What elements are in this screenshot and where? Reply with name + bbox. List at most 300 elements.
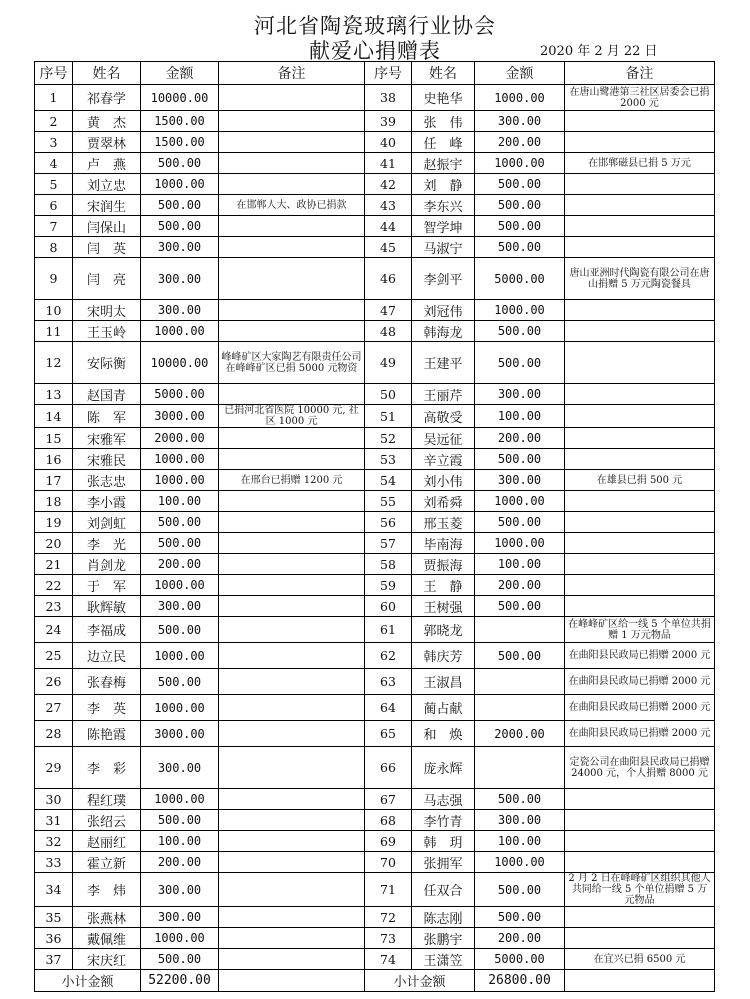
donation-amount: 500.00 [141,949,219,970]
row-number: 34 [35,873,73,907]
donor-name: 王建平 [412,342,475,384]
donation-amount: 500.00 [141,216,219,237]
donation-amount: 300.00 [141,596,219,617]
row-number: 17 [35,470,73,491]
donor-name: 高敬受 [412,405,475,428]
donation-note [565,789,715,810]
donation-amount: 1500.00 [141,111,219,132]
donor-name: 王淑昌 [412,669,475,695]
donor-name: 赵丽红 [73,831,141,852]
table-row [35,949,715,970]
row-number: 5 [35,174,73,195]
donation-note: 在峰峰矿区给一线 5 个单位共捐赠 1 万元物品 [565,617,715,643]
row-number: 33 [35,852,73,873]
donation-note [219,554,365,575]
donation-amount: 5000.00 [475,258,565,300]
row-number: 40 [365,132,412,153]
table-row [35,405,715,428]
row-number: 12 [35,342,73,384]
donation-note [219,85,365,111]
donation-amount: 2000.00 [475,721,565,747]
row-number: 20 [35,533,73,554]
row-number: 27 [35,695,73,721]
donation-note [565,405,715,428]
donor-name: 刘小伟 [412,470,475,491]
donor-name: 肖剑龙 [73,554,141,575]
donation-note [219,258,365,300]
donation-note [565,512,715,533]
row-number: 6 [35,195,73,216]
row-number: 72 [365,907,412,928]
donor-name: 宋明太 [73,300,141,321]
donation-amount: 1000.00 [141,575,219,596]
donor-name: 张燕林 [73,907,141,928]
donation-note [565,575,715,596]
donor-name: 王 静 [412,575,475,596]
donor-name: 陈志刚 [412,907,475,928]
donor-name: 任双合 [412,873,475,907]
donor-name: 陈艳霞 [73,721,141,747]
row-number: 68 [365,810,412,831]
donor-name: 张春梅 [73,669,141,695]
table-row [35,831,715,852]
donation-amount: 500.00 [475,596,565,617]
donation-note [219,384,365,405]
donation-note [565,132,715,153]
donor-name: 刘希舜 [412,491,475,512]
column-header: 金额 [475,62,565,85]
donation-note [565,533,715,554]
donor-name: 刘冠伟 [412,300,475,321]
donation-amount: 300.00 [141,300,219,321]
row-number: 43 [365,195,412,216]
donor-name: 韩海龙 [412,321,475,342]
donation-note [219,852,365,873]
donation-amount: 100.00 [475,405,565,428]
table-row [35,491,715,512]
row-number: 28 [35,721,73,747]
donation-amount: 5000.00 [141,384,219,405]
donation-amount: 500.00 [475,789,565,810]
table-row [35,258,715,300]
donor-name: 程红璞 [73,789,141,810]
row-number: 1 [35,85,73,111]
donation-amount: 500.00 [475,449,565,470]
donation-amount: 200.00 [475,575,565,596]
donation-note: 在曲阳县民政局已捐赠 2000 元 [565,669,715,695]
donation-amount: 100.00 [475,831,565,852]
donation-amount: 200.00 [475,428,565,449]
table-row [35,575,715,596]
row-number: 30 [35,789,73,810]
row-number: 70 [365,852,412,873]
donation-note [565,449,715,470]
donor-name: 张拥军 [412,852,475,873]
donor-name: 智学坤 [412,216,475,237]
donor-name: 刘 静 [412,174,475,195]
row-number: 42 [365,174,412,195]
row-number: 65 [365,721,412,747]
row-number: 47 [365,300,412,321]
donation-amount: 300.00 [475,111,565,132]
row-number: 4 [35,153,73,174]
donor-name: 史艳华 [412,85,475,111]
donation-amount: 300.00 [141,258,219,300]
subtotal-amount: 52200.00 [141,970,219,992]
donation-note [219,449,365,470]
column-header: 姓名 [412,62,475,85]
donor-name: 耿辉敏 [73,596,141,617]
donor-name: 闫保山 [73,216,141,237]
donation-note: 唐山亚洲时代陶瓷有限公司在唐山捐赠 5 万元陶瓷餐具 [565,258,715,300]
donation-amount: 5000.00 [475,949,565,970]
donation-amount: 1000.00 [475,85,565,111]
donor-name: 贾振海 [412,554,475,575]
table-row [35,85,715,111]
donor-name: 韩庆芳 [412,643,475,669]
donor-name: 边立民 [73,643,141,669]
donation-note: 已捐河北省医院 10000 元, 社区 1000 元 [219,405,365,428]
donation-table [34,61,715,992]
donor-name: 马志强 [412,789,475,810]
table-row [35,596,715,617]
donor-name: 张绍云 [73,810,141,831]
row-number: 8 [35,237,73,258]
donor-name: 黄 杰 [73,111,141,132]
row-number: 50 [365,384,412,405]
row-number: 26 [35,669,73,695]
column-header: 序号 [35,62,73,85]
row-number: 37 [35,949,73,970]
column-header: 备注 [565,62,715,85]
donation-amount: 2000.00 [141,428,219,449]
donation-amount: 500.00 [141,533,219,554]
donation-note [219,132,365,153]
document-date: 2020 年 2 月 22 日 [540,44,658,59]
donation-note: 在邯郸人大、政协已捐款 [219,195,365,216]
donor-name: 祁春学 [73,85,141,111]
row-number: 23 [35,596,73,617]
row-number: 59 [365,575,412,596]
donor-name: 赵国青 [73,384,141,405]
donation-note [219,174,365,195]
donation-amount: 300.00 [141,907,219,928]
subtotal-row [35,970,715,992]
donation-note [219,928,365,949]
table-row [35,384,715,405]
donation-note [565,596,715,617]
row-number: 56 [365,512,412,533]
donation-note [565,321,715,342]
donation-note [219,111,365,132]
subtotal-note [219,970,365,992]
donation-amount: 100.00 [141,831,219,852]
donation-note [565,554,715,575]
donation-amount: 500.00 [141,669,219,695]
donation-amount: 300.00 [141,237,219,258]
donor-name: 贾翠林 [73,132,141,153]
donation-amount: 1000.00 [141,928,219,949]
donor-name: 宋雅民 [73,449,141,470]
donation-amount: 100.00 [475,554,565,575]
donor-name: 吴远征 [412,428,475,449]
donation-note: 定瓷公司在曲阳县民政局已捐赠 24000 元，个人捐赠 8000 元 [565,747,715,789]
donation-note: 在雄县已捐 500 元 [565,470,715,491]
table-row [35,747,715,789]
donation-amount: 3000.00 [141,405,219,428]
row-number: 24 [35,617,73,643]
donation-amount [475,669,565,695]
donation-note [565,428,715,449]
donation-amount: 1000.00 [141,174,219,195]
row-number: 45 [365,237,412,258]
donor-name: 宋庆红 [73,949,141,970]
row-number: 19 [35,512,73,533]
row-number: 21 [35,554,73,575]
row-number: 49 [365,342,412,384]
donation-note [565,216,715,237]
donation-note: 2 月 2 日在峰峰矿区组织其他人共同给一线 5 个单位捐赠 5 万元物品 [565,873,715,907]
donation-note [219,533,365,554]
donation-amount: 500.00 [475,195,565,216]
donation-amount: 300.00 [141,747,219,789]
table-row [35,428,715,449]
donation-note: 峰峰矿区大家陶艺有限责任公司在峰峰矿区已捐 5000 元物资 [219,342,365,384]
donor-name: 李竹青 [412,810,475,831]
table-row [35,470,715,491]
row-number: 22 [35,575,73,596]
table-row [35,111,715,132]
donation-note [565,491,715,512]
table-row [35,449,715,470]
donor-name: 陈 军 [73,405,141,428]
donation-note [219,153,365,174]
donation-note [219,617,365,643]
subtotal-note [565,970,715,992]
donor-name: 张鹏宇 [412,928,475,949]
donation-note [219,949,365,970]
donation-amount: 200.00 [475,132,565,153]
row-number: 7 [35,216,73,237]
donation-amount: 500.00 [475,643,565,669]
donation-amount: 500.00 [475,216,565,237]
donor-name: 赵振宇 [412,153,475,174]
row-number: 62 [365,643,412,669]
donor-name: 李福成 [73,617,141,643]
donation-amount: 500.00 [141,195,219,216]
donation-note [219,321,365,342]
row-number: 66 [365,747,412,789]
donor-name: 蔺占献 [412,695,475,721]
donation-note: 在曲阳县民政局已捐赠 2000 元 [565,695,715,721]
row-number: 48 [365,321,412,342]
row-number: 52 [365,428,412,449]
donation-note [219,721,365,747]
donor-name: 王丽芹 [412,384,475,405]
donation-note [565,300,715,321]
donation-note [219,512,365,533]
donation-amount: 3000.00 [141,721,219,747]
donation-amount: 200.00 [141,852,219,873]
donation-amount: 500.00 [141,810,219,831]
donation-amount: 300.00 [475,470,565,491]
donation-amount: 1500.00 [141,132,219,153]
donation-note [219,907,365,928]
row-number: 53 [365,449,412,470]
donation-note [219,831,365,852]
donation-amount: 1000.00 [141,789,219,810]
donation-amount: 500.00 [475,237,565,258]
donation-note [565,174,715,195]
row-number: 74 [365,949,412,970]
row-number: 38 [365,85,412,111]
donation-note [219,237,365,258]
donation-amount: 500.00 [141,512,219,533]
donor-name: 王树强 [412,596,475,617]
donation-note [565,810,715,831]
row-number: 55 [365,491,412,512]
donation-note [565,237,715,258]
row-number: 29 [35,747,73,789]
donation-amount: 500.00 [475,174,565,195]
donation-note [219,695,365,721]
page-subtitle: 献爱心捐赠表 [309,39,441,63]
donation-note [565,928,715,949]
donor-name: 邢玉菱 [412,512,475,533]
table-row [35,643,715,669]
row-number: 18 [35,491,73,512]
row-number: 16 [35,449,73,470]
donation-amount: 1000.00 [141,695,219,721]
donation-note [565,852,715,873]
donation-amount: 200.00 [475,928,565,949]
donation-amount: 10000.00 [141,342,219,384]
row-number: 67 [365,789,412,810]
table-row [35,873,715,907]
donation-note [565,195,715,216]
row-number: 73 [365,928,412,949]
donation-amount: 500.00 [475,321,565,342]
column-header: 姓名 [73,62,141,85]
table-row [35,321,715,342]
donation-amount: 500.00 [141,617,219,643]
table-row [35,174,715,195]
donor-name: 于 军 [73,575,141,596]
donation-amount: 500.00 [475,342,565,384]
donation-note [219,643,365,669]
table-row [35,928,715,949]
column-header: 金额 [141,62,219,85]
donation-note [219,747,365,789]
row-number: 61 [365,617,412,643]
donor-name: 张 伟 [412,111,475,132]
row-number: 39 [365,111,412,132]
donation-amount: 300.00 [475,810,565,831]
table-row [35,907,715,928]
donation-note [219,669,365,695]
table-row [35,617,715,643]
donation-note: 在邯郸磁县已捐 5 万元 [565,153,715,174]
row-number: 58 [365,554,412,575]
donor-name: 闫 亮 [73,258,141,300]
row-number: 13 [35,384,73,405]
donor-name: 宋润生 [73,195,141,216]
donation-amount: 1000.00 [475,852,565,873]
donor-name: 闫 英 [73,237,141,258]
subtotal-amount: 26800.00 [475,970,565,992]
row-number: 25 [35,643,73,669]
row-number: 71 [365,873,412,907]
row-number: 51 [365,405,412,428]
donation-note [219,300,365,321]
donation-amount: 1000.00 [475,153,565,174]
donor-name: 刘立忠 [73,174,141,195]
donation-amount: 1000.00 [475,300,565,321]
row-number: 41 [365,153,412,174]
table-row [35,852,715,873]
donor-name: 李小霞 [73,491,141,512]
donor-name: 王潇笠 [412,949,475,970]
donation-note [565,831,715,852]
page-title: 河北省陶瓷玻璃行业协会 [254,14,496,38]
table-row [35,237,715,258]
donor-name: 李 光 [73,533,141,554]
row-number: 35 [35,907,73,928]
donation-note [565,384,715,405]
donation-amount: 1000.00 [475,533,565,554]
row-number: 31 [35,810,73,831]
row-number: 54 [365,470,412,491]
donation-note [219,789,365,810]
donation-amount: 1000.00 [475,491,565,512]
donation-note [565,342,715,384]
donor-name: 王玉岭 [73,321,141,342]
row-number: 14 [35,405,73,428]
table-row [35,721,715,747]
row-number: 11 [35,321,73,342]
table-row [35,342,715,384]
donation-note: 在宜兴已捐 6500 元 [565,949,715,970]
donor-name: 毕南海 [412,533,475,554]
donation-amount: 1000.00 [141,470,219,491]
table-row [35,300,715,321]
row-number: 9 [35,258,73,300]
donation-amount: 300.00 [141,873,219,907]
donation-note [219,428,365,449]
donor-name: 李 炜 [73,873,141,907]
donor-name: 李 英 [73,695,141,721]
donation-amount: 1000.00 [141,321,219,342]
donor-name: 庞永辉 [412,747,475,789]
donor-name: 李东兴 [412,195,475,216]
donation-note [219,216,365,237]
donation-amount: 500.00 [475,512,565,533]
table-row [35,512,715,533]
donation-note: 在唐山鹭港第三社区居委会已捐 2000 元 [565,85,715,111]
donation-amount: 500.00 [141,153,219,174]
table-row [35,554,715,575]
table-row [35,132,715,153]
row-number: 2 [35,111,73,132]
row-number: 46 [365,258,412,300]
donation-amount: 1000.00 [141,449,219,470]
donation-amount: 500.00 [475,907,565,928]
donor-name: 卢 燕 [73,153,141,174]
donor-name: 李剑平 [412,258,475,300]
donor-name: 马淑宁 [412,237,475,258]
donation-amount: 200.00 [141,554,219,575]
subtotal-label: 小计金额 [35,970,141,992]
